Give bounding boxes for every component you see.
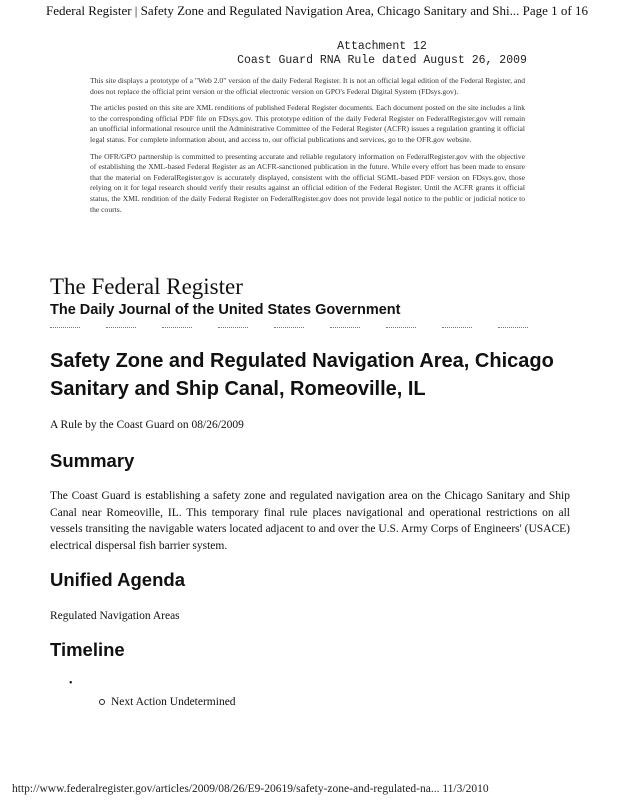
nav-divider: [50, 327, 570, 333]
unified-agenda-link[interactable]: Regulated Navigation Areas: [50, 610, 180, 622]
timeline-item-label: Next Action Undetermined: [111, 696, 236, 708]
attachment-description: Coast Guard RNA Rule dated August 26, 2009: [237, 54, 527, 67]
notice-paragraph: The OFR/GPO partnership is committed to presenting accurate and reliable regulatory information on FederalRegister.gov with the objective of establishing the XML-based Federal Register as an ACFR-sanctioned publication in the future. While every effort has been made to ensure that the material on FederalRegister.gov is accurately displayed, consistent with the official SGML-based PDF version on FDsys.gov, those relying on it for legal research should verify their results against an official edition of the Federal Register. Until the ACFR grants it official status, the XML rendition of the daily Federal Register on FederalRegister.gov does not provide legal notice to the public or judicial notice to the courts.: [90, 151, 525, 214]
timeline-heading: Timeline: [50, 639, 125, 660]
site-tagline: The Daily Journal of the United States Government: [50, 302, 401, 318]
summary-heading: Summary: [50, 450, 135, 471]
notice-paragraph: The articles posted on this site are XML renditions of published Federal Register documents. Each document posted on the site includes a link to the corresponding official PDF file on FDsys.gov. This prototype edition of the daily Federal Register on FederalRegister.gov will remain an unofficial informational resource until the Administrative Committee of the Federal Register (ACFR) issues a regulation granting it official legal status. For complete information about, and access to, our official publications and services, go to the OFR.gov website.: [90, 103, 525, 144]
site-title[interactable]: The Federal Register: [50, 274, 243, 299]
notice-paragraph: This site displays a prototype of a "Web 2.0" version of the daily Federal Register. It is not an official legal edition of the Federal Register, and does not replace the official print version or the official electronic version on GPO's Federal Digital System (FDsys.gov).: [90, 76, 525, 96]
timeline-item: [99, 696, 236, 708]
attachment-label: Attachment 12: [337, 40, 427, 53]
prototype-notice: [90, 76, 525, 221]
page-footer-url: http://www.federalregister.gov/articles/2009/08/26/E9-20619/safety-zone-and-regulated-na... 11/3/2010: [12, 783, 489, 795]
document-byline: A Rule by the Coast Guard on 08/26/2009: [50, 419, 244, 431]
page-header: Federal Register | Safety Zone and Regulated Navigation Area, Chicago Sanitary and Shi... Page 1 of 16: [46, 3, 588, 18]
summary-text: The Coast Guard is establishing a safety zone and regulated navigation area on the Chicago Sanitary and Ship Canal near Romeoville, IL. This temporary final rule places navigational and operational restrictions on all vessels transiting the navigable waters located adjacent to and over the U.S. Army Corps of Engineers' (USACE) electrical dispersal fish barrier system.: [50, 490, 570, 552]
document-title: Safety Zone and Regulated Navigation Area, Chicago Sanitary and Ship Canal, Romeoville, IL: [50, 350, 554, 400]
unified-agenda-heading: Unified Agenda: [50, 569, 185, 590]
circle-bullet-icon: [99, 699, 105, 705]
timeline-bullet: •: [69, 678, 73, 689]
